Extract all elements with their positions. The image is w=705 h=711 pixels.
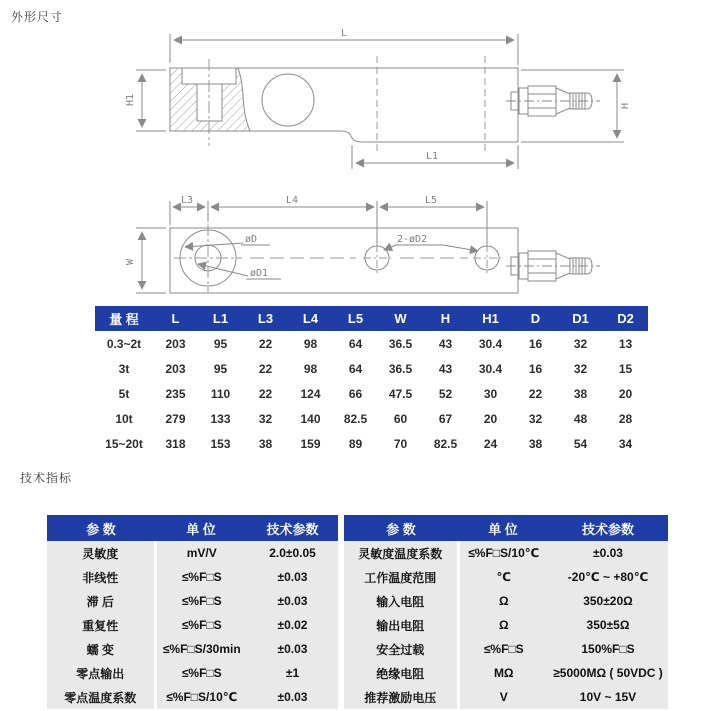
dim-cell: 43 — [423, 331, 468, 356]
dim-cell: 16 — [513, 356, 558, 381]
dim-cell: 67 — [423, 406, 468, 431]
spec-value: -20℃ ~ +80℃ — [548, 565, 668, 589]
section-title-outline-dimensions: 外形尺寸 — [11, 10, 64, 24]
spec-param: 输入电阻 — [344, 589, 458, 613]
spec-param: 工作温度范围 — [344, 565, 458, 589]
spec-unit: Ω — [458, 613, 548, 637]
spec-unit: ≤%F□S — [155, 589, 247, 613]
dim-cell: 124 — [288, 381, 333, 406]
dim-label-D1: øD1 — [250, 268, 269, 279]
spec-unit: ≤%F□S — [155, 613, 247, 637]
dim-cell: 64 — [333, 331, 378, 356]
col-header: L1 — [198, 306, 243, 331]
dim-cell: 279 — [153, 406, 198, 431]
dim-cell: 203 — [153, 331, 198, 356]
spec-unit: ≤%F□S — [155, 661, 247, 685]
dim-cell: 22 — [243, 331, 288, 356]
dim-cell: 32 — [558, 356, 603, 381]
spec-value: 350±20Ω — [548, 589, 668, 613]
dim-label-D: øD — [245, 234, 258, 245]
spec-param: 零点输出 — [47, 661, 155, 685]
dim-cell: 38 — [513, 431, 558, 456]
col-header: L4 — [288, 306, 333, 331]
table-row — [95, 381, 648, 406]
table-header-row — [95, 306, 648, 331]
spec-value: 2.0±0.05 — [247, 541, 338, 565]
table-row — [95, 406, 648, 431]
dim-cell: 203 — [153, 356, 198, 381]
section-title-technical-specs: 技术指标 — [20, 471, 73, 485]
spec-param: 安全过载 — [344, 637, 458, 661]
dim-cell: 22 — [243, 381, 288, 406]
load-cell-dimension-drawing — [0, 0, 705, 302]
dim-cell: 98 — [288, 331, 333, 356]
col-header: 单 位 — [155, 515, 247, 541]
dim-label-L4: L4 — [285, 195, 299, 206]
spec-value: ±0.02 — [247, 613, 338, 637]
dim-label-W: W — [125, 258, 136, 266]
col-header: 参 数 — [47, 515, 155, 541]
dim-cell: 10t — [95, 406, 153, 431]
dim-cell: 20 — [603, 381, 648, 406]
dim-cell: 47.5 — [378, 381, 423, 406]
table-row — [95, 356, 648, 381]
dim-cell: 110 — [198, 381, 243, 406]
spec-unit: V — [458, 685, 548, 709]
table-row — [47, 613, 338, 637]
col-header: 技术参数 — [548, 515, 668, 541]
dim-cell: 235 — [153, 381, 198, 406]
table-row — [344, 685, 668, 709]
dim-label-L5: L5 — [424, 195, 438, 206]
spec-value: ±1 — [247, 661, 338, 685]
table-row — [47, 685, 338, 709]
spec-unit: ≤%F□S — [155, 565, 247, 589]
spec-value: ±0.03 — [247, 685, 338, 709]
col-header: D1 — [558, 306, 603, 331]
table-row — [344, 565, 668, 589]
dim-cell: 64 — [333, 356, 378, 381]
dim-cell: 52 — [423, 381, 468, 406]
col-header: 技术参数 — [247, 515, 338, 541]
spec-param: 零点温度系数 — [47, 685, 155, 709]
table-row — [344, 541, 668, 565]
dim-cell: 30.4 — [468, 356, 513, 381]
dim-label-D2: 2-øD2 — [397, 234, 428, 245]
col-header: 量 程 — [95, 306, 153, 331]
spec-param: 蠕 变 — [47, 637, 155, 661]
spec-unit: ≤%F□S/10℃ — [458, 541, 548, 565]
dim-cell: 32 — [558, 331, 603, 356]
table-row — [95, 331, 648, 356]
dim-cell: 70 — [378, 431, 423, 456]
dim-cell: 13 — [603, 331, 648, 356]
table-row — [47, 565, 338, 589]
dimension-table — [95, 306, 648, 456]
spec-param: 滞 后 — [47, 589, 155, 613]
spec-param: 灵敏度温度系数 — [344, 541, 458, 565]
dim-cell: 153 — [198, 431, 243, 456]
col-header: 参 数 — [344, 515, 458, 541]
table-row — [47, 637, 338, 661]
spec-unit: ≤%F□S/30min — [155, 637, 247, 661]
col-header: L3 — [243, 306, 288, 331]
table-row — [344, 637, 668, 661]
spec-value: ±0.03 — [247, 565, 338, 589]
table-row — [47, 541, 338, 565]
dim-cell: 82.5 — [333, 406, 378, 431]
dim-cell: 159 — [288, 431, 333, 456]
dim-cell: 98 — [288, 356, 333, 381]
dim-cell: 20 — [468, 406, 513, 431]
dim-cell: 24 — [468, 431, 513, 456]
table-row — [344, 613, 668, 637]
spec-unit: MΩ — [458, 661, 548, 685]
dim-cell: 54 — [558, 431, 603, 456]
dim-cell: 0.3~2t — [95, 331, 153, 356]
spec-value: 350±5Ω — [548, 613, 668, 637]
spec-param: 推荐激励电压 — [344, 685, 458, 709]
spec-unit: ≤%F□S — [458, 637, 548, 661]
col-header: 单 位 — [458, 515, 548, 541]
spec-unit: mV/V — [155, 541, 247, 565]
dim-cell: 34 — [603, 431, 648, 456]
spec-value: 10V ~ 15V — [548, 685, 668, 709]
dim-cell: 15 — [603, 356, 648, 381]
spec-unit: ≤%F□S/10℃ — [155, 685, 247, 709]
dim-label-H: H — [620, 102, 631, 110]
dim-cell: 5t — [95, 381, 153, 406]
spec-param: 重复性 — [47, 613, 155, 637]
dim-cell: 48 — [558, 406, 603, 431]
top-view — [136, 201, 600, 293]
dim-label-L3: L3 — [180, 195, 194, 206]
dim-cell: 318 — [153, 431, 198, 456]
spec-value: ±0.03 — [548, 541, 668, 565]
col-header: L — [153, 306, 198, 331]
dim-cell: 32 — [243, 406, 288, 431]
dim-cell: 43 — [423, 356, 468, 381]
dim-label-L1: L1 — [425, 151, 439, 162]
spec-unit: ℃ — [458, 565, 548, 589]
spec-param: 绝缘电阻 — [344, 661, 458, 685]
col-header: L5 — [333, 306, 378, 331]
dim-cell: 95 — [198, 331, 243, 356]
dim-cell: 36.5 — [378, 356, 423, 381]
col-header: H — [423, 306, 468, 331]
table-row — [344, 589, 668, 613]
table-row — [47, 661, 338, 685]
dim-cell: 16 — [513, 331, 558, 356]
spec-value: 150%F□S — [548, 637, 668, 661]
dim-cell: 95 — [198, 356, 243, 381]
side-view — [136, 34, 624, 169]
dim-cell: 36.5 — [378, 331, 423, 356]
spec-value: ±0.03 — [247, 637, 338, 661]
dim-cell: 28 — [603, 406, 648, 431]
dim-cell: 22 — [243, 356, 288, 381]
dim-cell: 133 — [198, 406, 243, 431]
table-row — [95, 431, 648, 456]
col-header: D2 — [603, 306, 648, 331]
dim-cell: 30 — [468, 381, 513, 406]
table-header-row — [47, 515, 338, 541]
col-header: W — [378, 306, 423, 331]
dim-cell: 82.5 — [423, 431, 468, 456]
dim-cell: 89 — [333, 431, 378, 456]
dim-cell: 3t — [95, 356, 153, 381]
dim-cell: 66 — [333, 381, 378, 406]
spec-table-right — [344, 515, 670, 709]
dim-cell: 32 — [513, 406, 558, 431]
table-header-row — [344, 515, 668, 541]
spec-unit: Ω — [458, 589, 548, 613]
spec-value: ±0.03 — [247, 589, 338, 613]
dim-cell: 60 — [378, 406, 423, 431]
dim-cell: 140 — [288, 406, 333, 431]
spec-table-left — [47, 515, 340, 709]
spec-param: 非线性 — [47, 565, 155, 589]
dim-cell: 15~20t — [95, 431, 153, 456]
spec-param: 灵敏度 — [47, 541, 155, 565]
spec-param: 输出电阻 — [344, 613, 458, 637]
table-row — [344, 661, 668, 685]
dim-label-H1: H1 — [125, 93, 136, 107]
dim-cell: 30.4 — [468, 331, 513, 356]
col-header: D — [513, 306, 558, 331]
table-row — [47, 589, 338, 613]
dim-cell: 22 — [513, 381, 558, 406]
dim-label-L: L — [340, 28, 348, 39]
spec-value: ≥5000MΩ ( 50VDC ) — [548, 661, 668, 685]
dim-cell: 38 — [243, 431, 288, 456]
col-header: H1 — [468, 306, 513, 331]
dim-cell: 38 — [558, 381, 603, 406]
